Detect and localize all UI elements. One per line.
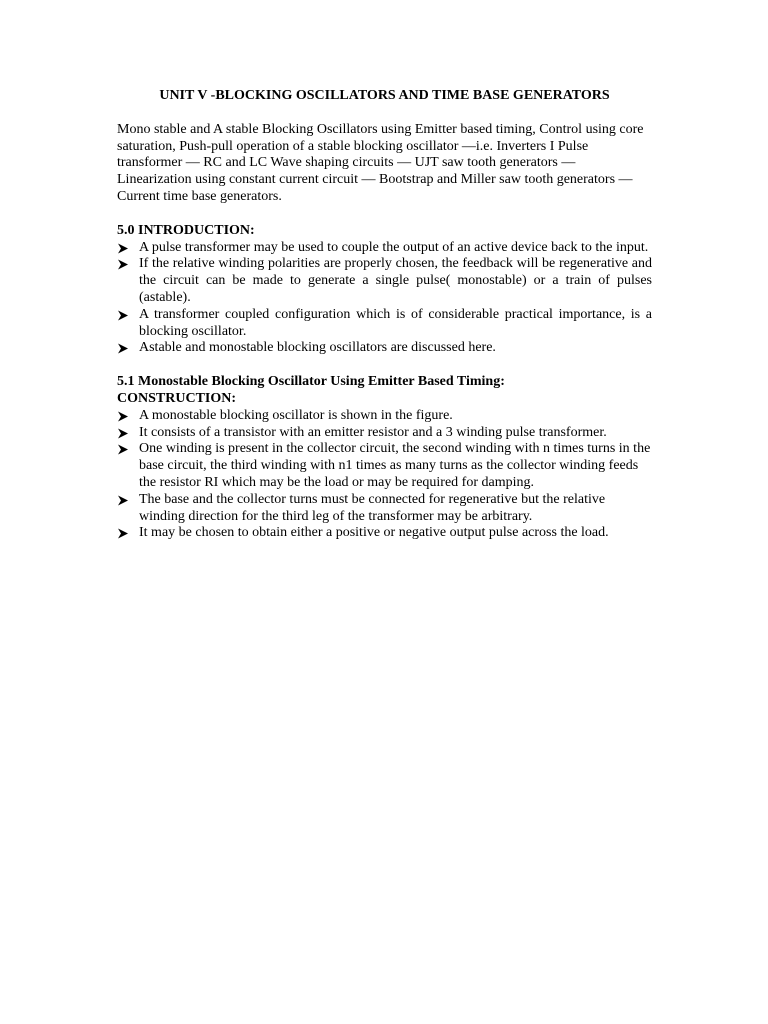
- section-heading: 5.1 Monostable Blocking Oscillator Using Emitter Based Timing:: [117, 374, 505, 390]
- list-item-text: A transformer coupled configuration which is of considerable practical importance, is a blocking oscillator.: [139, 306, 652, 339]
- arrowhead-bullet-icon: [117, 411, 129, 422]
- list-item: [117, 492, 652, 526]
- list-item: [117, 408, 652, 425]
- arrowhead-bullet-icon: [117, 528, 129, 539]
- list-item-text: One winding is present in the collector circuit, the second winding with n times turns in the base circuit, the third winding with n1 times as many turns as the collector winding feeds the resistor RI which may be the load or may be required for damping.: [139, 441, 651, 490]
- page-title: UNIT V -BLOCKING OSCILLATORS AND TIME BASE GENERATORS: [159, 88, 610, 103]
- list-item-text: Astable and monostable blocking oscillators are discussed here.: [139, 340, 496, 356]
- list-item-text: A pulse transformer may be used to couple the output of an active device back to the input.: [139, 239, 649, 255]
- section-monostable: [117, 374, 652, 542]
- list-item: [117, 425, 652, 442]
- section-subheading: CONSTRUCTION:: [117, 390, 237, 406]
- list-item-text: A monostable blocking oscillator is shown in the figure.: [139, 407, 453, 423]
- list-item: [117, 441, 652, 491]
- list-item-text: The base and the collector turns must be connected for regenerative but the relative winding direction for the third leg of the transformer may be arbitrary.: [139, 491, 606, 524]
- bullet-list: [117, 408, 652, 542]
- arrowhead-bullet-icon: [117, 444, 129, 455]
- arrowhead-bullet-icon: [117, 310, 129, 321]
- list-item: [117, 340, 652, 357]
- document-page: [117, 88, 652, 559]
- bullet-list: [117, 240, 652, 358]
- arrowhead-bullet-icon: [117, 243, 129, 254]
- arrowhead-bullet-icon: [117, 428, 129, 439]
- arrowhead-bullet-icon: [117, 343, 129, 354]
- arrowhead-bullet-icon: [117, 495, 129, 506]
- list-item: [117, 307, 652, 341]
- list-item-text: If the relative winding polarities are properly chosen, the feedback will be regenerative and the circuit can be made to generate a single pulse( monostable) or a train of pulses (astable).: [139, 256, 652, 305]
- section-heading: 5.0 INTRODUCTION:: [117, 222, 255, 238]
- list-item-text: It consists of a transistor with an emitter resistor and a 3 winding pulse transformer.: [139, 424, 607, 440]
- list-item: [117, 240, 652, 257]
- syllabus-paragraph: Mono stable and A stable Blocking Oscillators using Emitter based timing, Control using core saturation, Push-pull operation of a stable blocking oscillator —i.e. Inverters I Pulse transformer — RC and LC Wave shaping circuits — UJT saw tooth generators — Linearization using constant current circuit — Bootstrap and Miller saw tooth generators — Current time base generators.: [117, 121, 644, 204]
- list-item: [117, 256, 652, 306]
- arrowhead-bullet-icon: [117, 259, 129, 270]
- section-introduction: [117, 223, 652, 357]
- list-item-text: It may be chosen to obtain either a positive or negative output pulse across the load.: [139, 525, 609, 541]
- list-item: [117, 525, 652, 542]
